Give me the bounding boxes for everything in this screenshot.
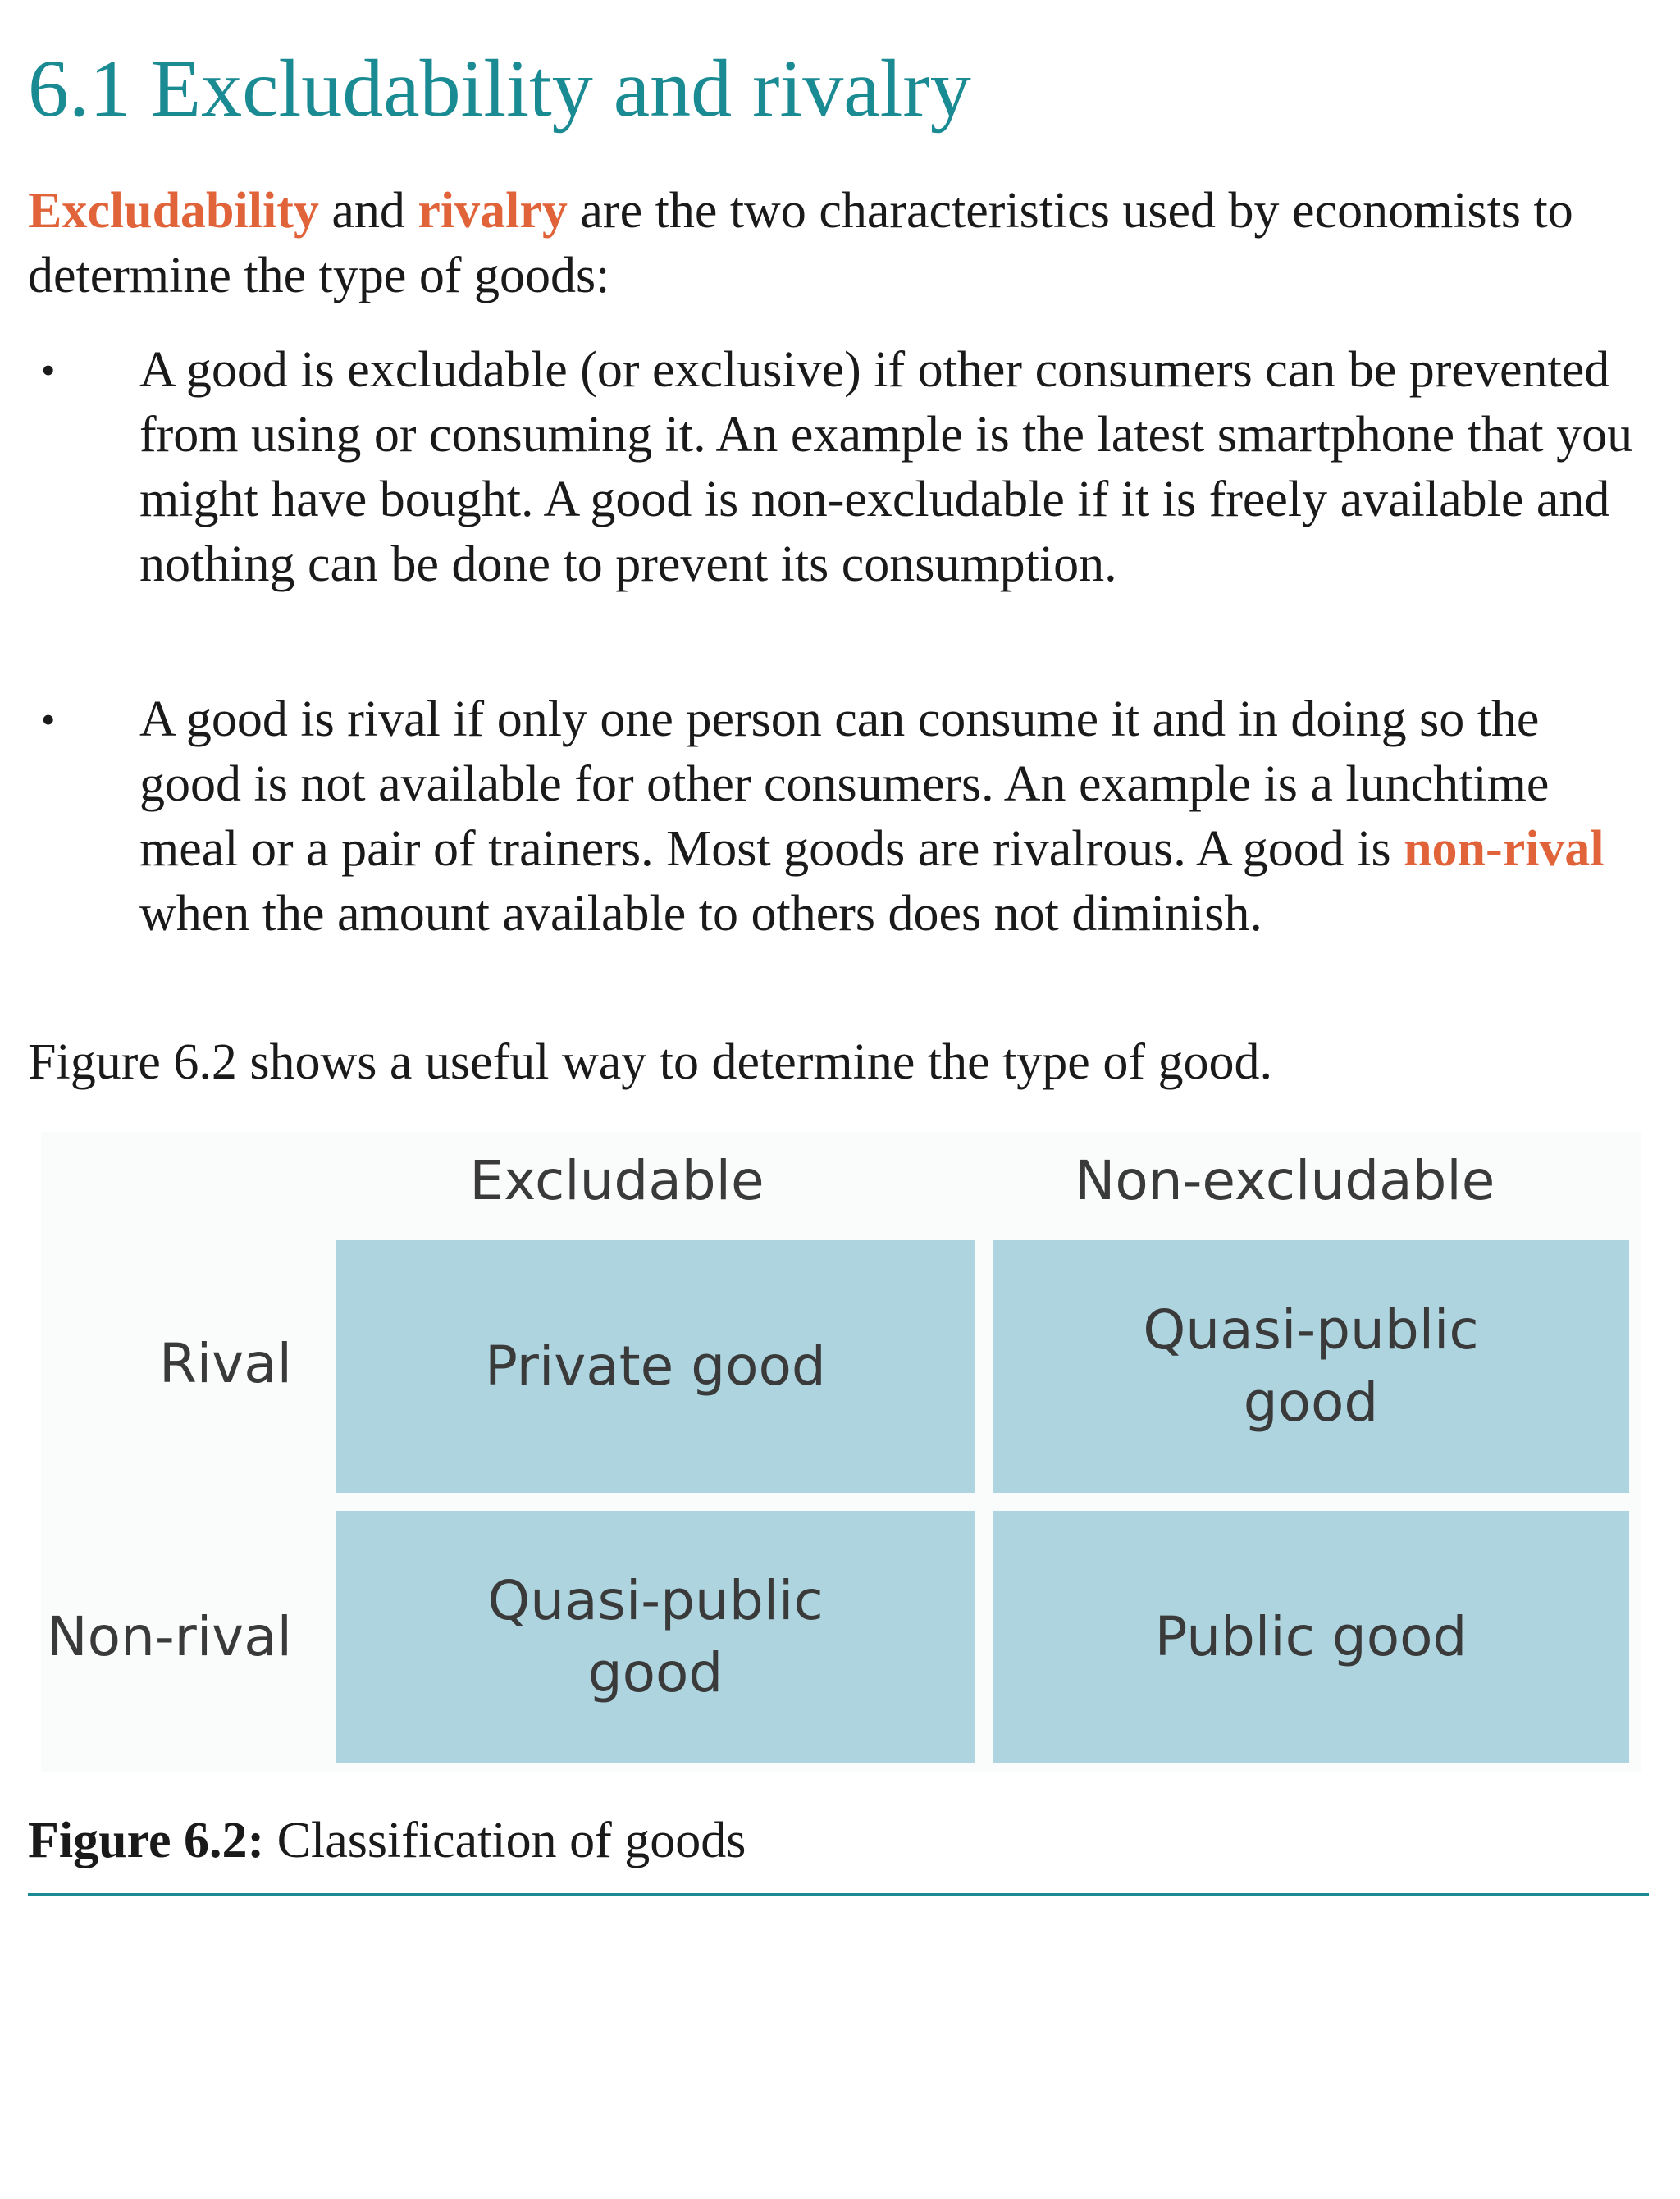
intro-paragraph (28, 179, 1636, 308)
caption-label: Figure 6.2: (28, 1813, 265, 1868)
figure-intro-paragraph: Figure 6.2 shows a useful way to determine the type of good. (28, 1034, 1272, 1090)
cell-quasi-public-good-rival (993, 1240, 1629, 1493)
bullet-marker: • (41, 347, 56, 393)
keyword-non-rival: non-rival (1404, 821, 1605, 877)
figure-caption (28, 1809, 746, 1873)
row-header-rival: Rival (158, 1332, 292, 1395)
cell-label: Quasi-public good (487, 1569, 824, 1704)
bullet-text (139, 687, 1649, 947)
bullet-text-before: A good is rival if only one person can consume it and in doing so the good is not available for other consumers. An example is a lunchtime meal or a pair of trainers. Most goods are rivalrous. A good is (139, 691, 1550, 877)
cell-label: Quasi-public good (1143, 1298, 1479, 1434)
intro-text-2: are the two characteristics used by economists to determine the type of goods: (28, 183, 1573, 303)
bullet-text: A good is excludable (or exclusive) if other consumers can be prevented from using or consuming it. An example is the latest smartphone that you might have bought. A good is non-excludable if it is freely available and nothing can be done to prevent its consumption. (139, 342, 1633, 592)
cell-label: Public good (1154, 1605, 1468, 1668)
page-title: 6.1 Excludability and rivalry (28, 43, 971, 134)
bullet-marker: • (41, 696, 56, 742)
cell-label: Private good (485, 1334, 826, 1398)
bullet-text-after: when the amount available to others does not diminish. (139, 886, 1262, 942)
column-header-non-excludable: Non-excludable (1075, 1149, 1495, 1212)
caption-text: Classification of goods (264, 1813, 746, 1868)
row-header-non-rival: Non-rival (47, 1605, 292, 1668)
keyword-rivalry: rivalry (418, 183, 568, 239)
cell-public-good (993, 1511, 1629, 1763)
column-header-excludable: Excludable (469, 1149, 765, 1212)
keyword-excludability: Excludability (28, 183, 319, 239)
section-divider (28, 1893, 1649, 1896)
cell-private-good (336, 1240, 975, 1493)
cell-quasi-public-good-non-rival (336, 1511, 975, 1763)
classification-figure (41, 1132, 1641, 1772)
intro-text-1: and (318, 183, 418, 239)
